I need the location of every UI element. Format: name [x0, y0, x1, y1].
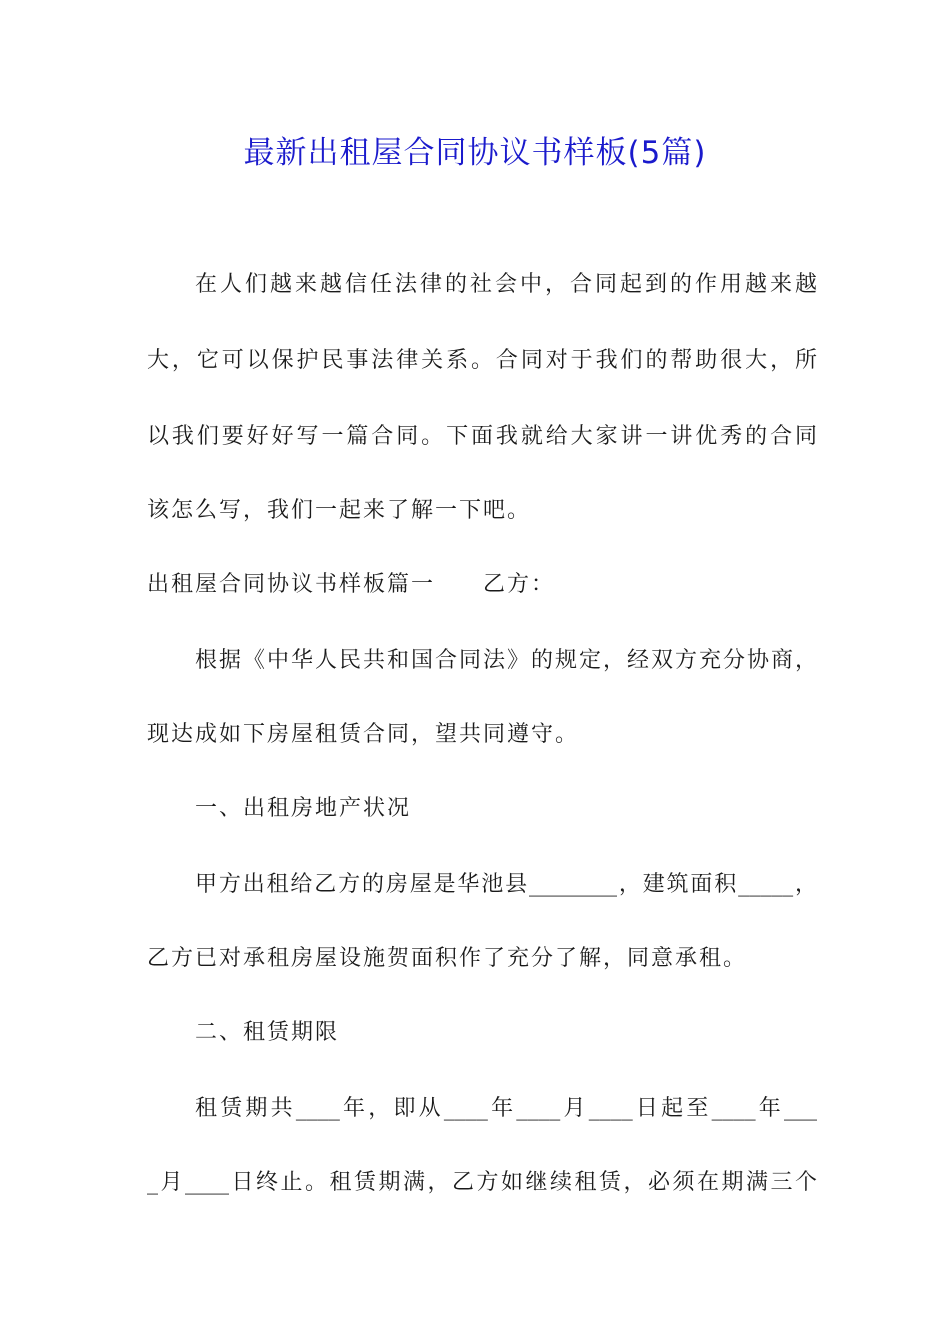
paragraph-line: 甲方出租给乙方的房屋是华池县________，建筑面积_____， — [195, 872, 817, 897]
section-heading-line — [147, 570, 817, 600]
party-b-label: 乙方： — [483, 572, 556, 597]
paragraph-line: 在人们越来越信任法律的社会中，合同起到的作用越来越 — [195, 272, 817, 297]
paragraph-line: 租赁期共____年，即从____年____月____日起至____年___ — [195, 1096, 817, 1121]
paragraph-line: 以我们要好好写一篇合同。下面我就给大家讲一讲优秀的合同 — [147, 424, 817, 449]
paragraph-line: 现达成如下房屋租赁合同，望共同遵守。 — [147, 722, 580, 747]
paragraph-line: 大，它可以保护民事法律关系。合同对于我们的帮助很大，所 — [147, 348, 817, 373]
document-title: 最新出租屋合同协议书样板(5篇) — [243, 135, 707, 171]
clause-heading: 二、租赁期限 — [195, 1020, 340, 1045]
paragraph-line: 该怎么写，我们一起来了解一下吧。 — [147, 498, 532, 523]
paragraph-line: _月____日终止。租赁期满，乙方如继续租赁，必须在期满三个 — [147, 1170, 817, 1195]
paragraph-line: 乙方已对承租房屋设施贺面积作了充分了解，同意承租。 — [147, 946, 748, 971]
paragraph-line: 根据《中华人民共和国合同法》的规定，经双方充分协商， — [195, 648, 817, 673]
clause-heading: 一、出租房地产状况 — [195, 796, 412, 821]
section-heading: 出租屋合同协议书样板篇一 — [147, 572, 436, 597]
